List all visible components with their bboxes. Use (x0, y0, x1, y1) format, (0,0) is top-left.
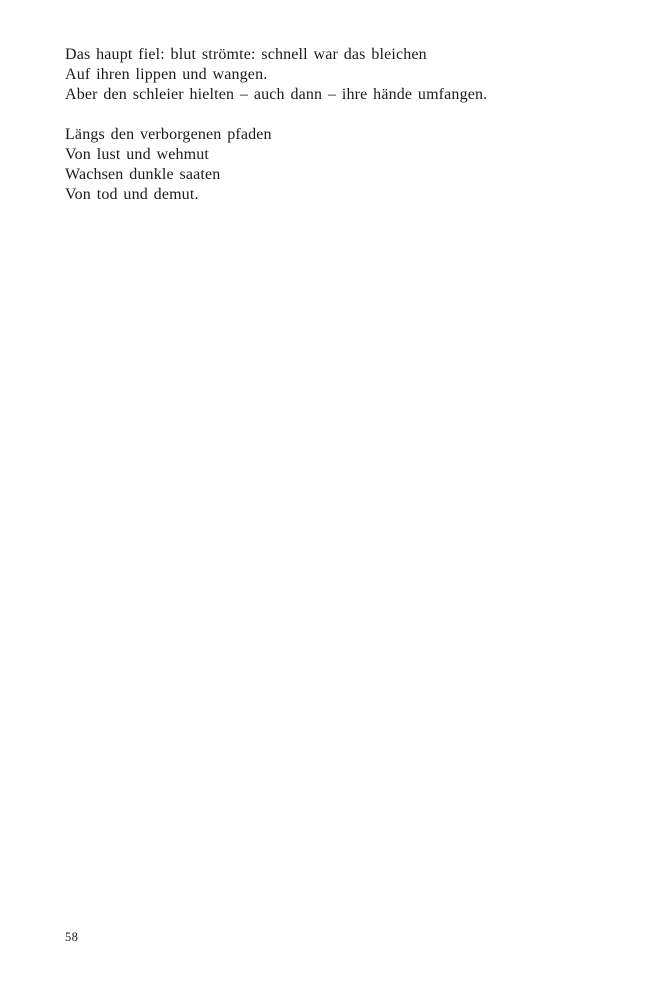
poem-stanza-1 (65, 45, 620, 105)
poem-line: Wachsen dunkle saaten (65, 166, 221, 183)
poem-stanza-2 (65, 125, 620, 205)
poem-line: Von lust und wehmut (65, 146, 209, 163)
poem-line: Von tod und demut. (65, 186, 199, 203)
poem-line: Das haupt fiel: blut strömte: schnell war das bleichen (65, 46, 427, 63)
poem-line: Aber den schleier hielten – auch dann – ihre hände umfangen. (65, 86, 488, 103)
poem-line: Auf ihren lippen und wangen. (65, 66, 268, 83)
poem-line: Längs den verborgenen pfaden (65, 126, 272, 143)
page-number: 58 (65, 930, 79, 944)
poem-text (65, 45, 620, 225)
